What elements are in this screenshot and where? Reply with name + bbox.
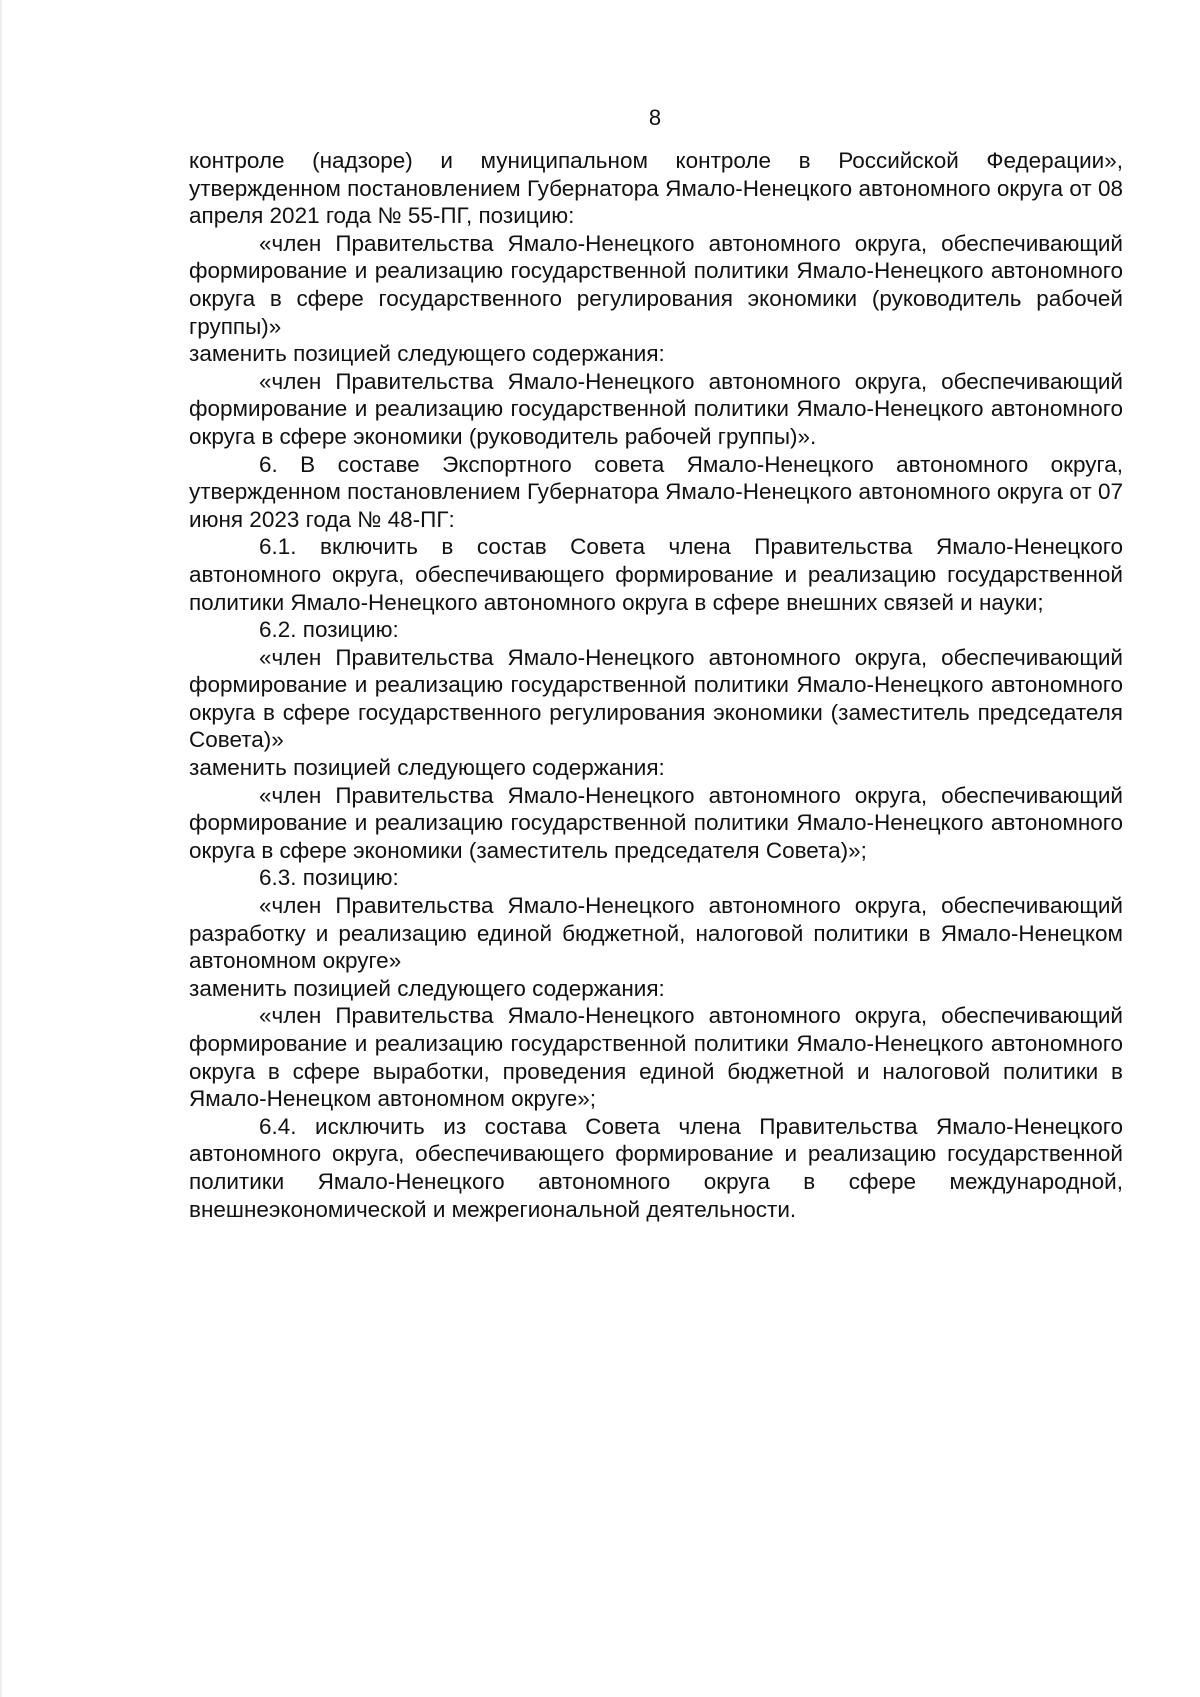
scan-edge-shadow [0,0,3,1697]
paragraph-quoted-position: «член Правительства Ямало-Ненецкого автономного округа, обеспечивающий формирование и реализацию государственной политики Ямало-Ненецкого автономного округа в сфере выработки, проведения единой бюджетной и налоговой политики в Ямало-Ненецком автономном округе»; [189,1003,1123,1112]
paragraph-item-6-4: 6.4. исключить из состава Совета члена Правительства Ямало-Ненецкого автономного округа, обеспечивающего формирование и реализацию государственной политики Ямало-Ненецкого автономного округа в сфере международной, внешнеэкономической и межрегиональной деятельности. [189,1113,1123,1222]
paragraph-replace-instruction: заменить позицией следующего содержания: [189,755,665,781]
paragraph-replace-instruction: заменить позицией следующего содержания: [189,341,665,367]
paragraph-quoted-position: «член Правительства Ямало-Ненецкого автономного округа, обеспечивающий разработку и реализацию единой бюджетной, налоговой политики в Ямало-Ненецком автономном округе» [189,893,1123,974]
document-body [189,147,1123,1223]
page-number: 8 [648,105,662,130]
paragraph-quoted-position: «член Правительства Ямало-Ненецкого автономного округа, обеспечивающий формирование и реализацию государственной политики Ямало-Ненецкого автономного округа в сфере государственного регулирования экономики (заместитель председателя Совета)» [189,644,1123,753]
paragraph-item-6-1: 6.1. включить в состав Совета члена Правительства Ямало-Ненецкого автономного округа, обеспечивающего формирование и реализацию государственной политики Ямало-Ненецкого автономного округа в сфере внешних связей и науки; [189,534,1123,615]
paragraph-continuation: контроле (надзоре) и муниципальном контроле в Российской Федерации», утвержденном постановлением Губернатора Ямало-Ненецкого автономного округа от 08 апреля 2021 года № 55-ПГ, позицию: [189,148,1123,229]
paragraph-quoted-position: «член Правительства Ямало-Ненецкого автономного округа, обеспечивающий формирование и реализацию государственной политики Ямало-Ненецкого автономного округа в сфере экономики (заместитель председателя Совета)»; [189,782,1123,863]
paragraph-item-6: 6. В составе Экспортного совета Ямало-Ненецкого автономного округа, утвержденном постановлением Губернатора Ямало-Ненецкого автономного округа от 07 июня 2023 года № 48-ПГ: [189,451,1123,532]
paragraph-item-6-2: 6.2. позицию: [259,617,399,643]
paragraph-quoted-position: «член Правительства Ямало-Ненецкого автономного округа, обеспечивающий формирование и реализацию государственной политики Ямало-Ненецкого автономного округа в сфере государственного регулирования экономики (руководитель рабочей группы)» [189,230,1123,339]
paragraph-item-6-3: 6.3. позицию: [259,865,399,891]
paragraph-quoted-position: «член Правительства Ямало-Ненецкого автономного округа, обеспечивающий формирование и реализацию государственной политики Ямало-Ненецкого автономного округа в сфере экономики (руководитель рабочей группы)». [189,368,1123,449]
paragraph-replace-instruction: заменить позицией следующего содержания: [189,975,665,1001]
